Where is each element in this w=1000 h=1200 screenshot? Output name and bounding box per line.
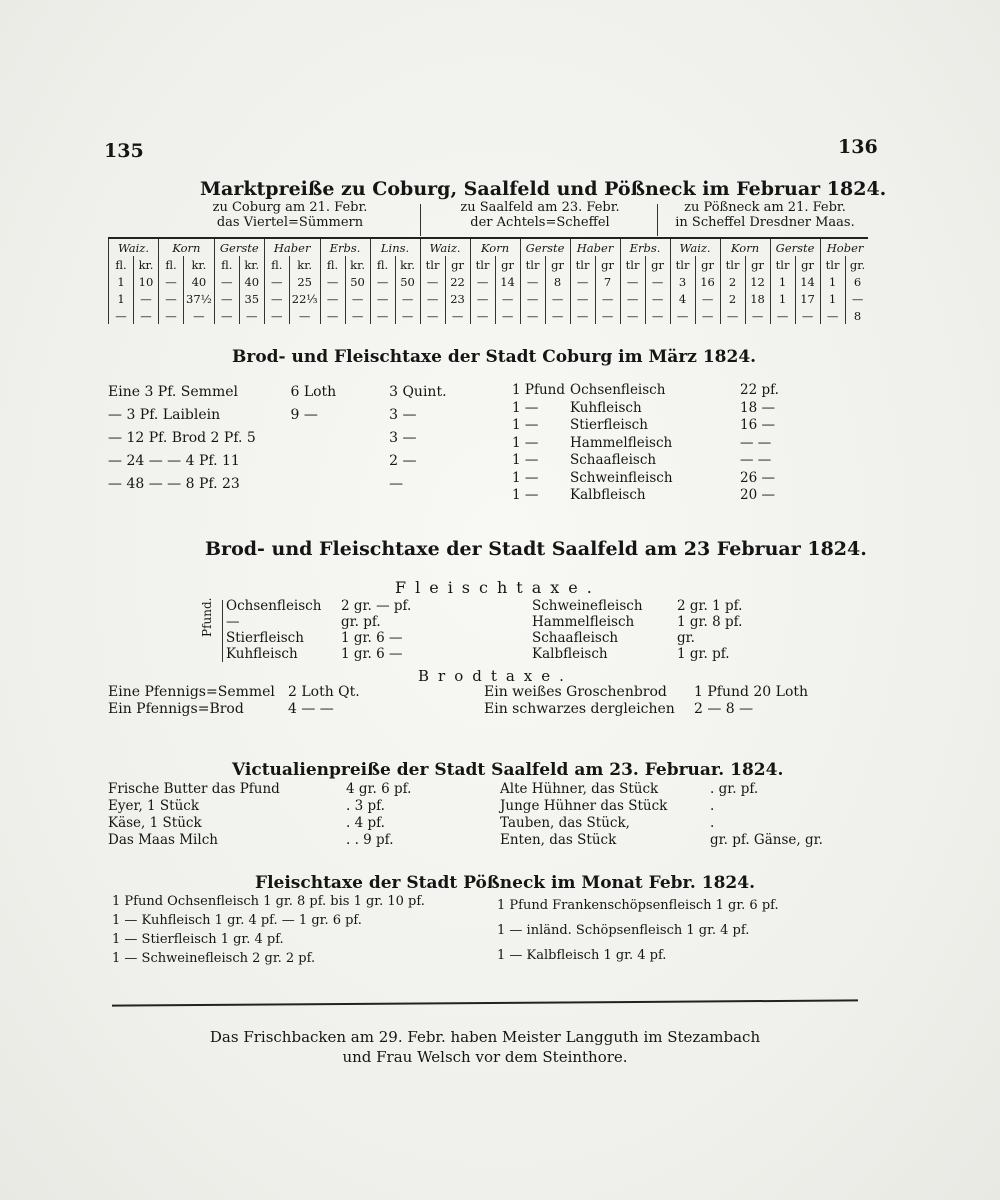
market-cell: —	[545, 290, 570, 307]
coburg-meat-row	[512, 417, 802, 435]
coburg-bread-row	[108, 407, 468, 430]
market-cell: —	[264, 290, 289, 307]
unit-header-25: gr	[745, 256, 770, 273]
market-cell: 40	[184, 273, 215, 290]
market-cell: —	[345, 290, 370, 307]
victualien-name: Frische Butter das Pfund	[108, 781, 280, 797]
market-cell: —	[370, 290, 395, 307]
meat-qty: 1 —	[512, 434, 539, 451]
poessneck-taxe-title: Fleischtaxe der Stadt Pößneck im Monat Febr. 1824.	[255, 873, 755, 893]
market-cell: —	[495, 290, 520, 307]
unit-header-18: tlr	[570, 256, 595, 273]
market-cell: 37½	[184, 290, 215, 307]
meat-name: Hammelfleisch	[570, 434, 673, 451]
footer-line-1: Das Frischbacken am 29. Febr. haben Meister Langguth im Stezambach	[209, 1028, 761, 1046]
market-cell: —	[720, 307, 745, 324]
market-cell: —	[620, 307, 645, 324]
coburg-meat-list	[512, 382, 802, 505]
grain-header-11: Waiz.	[670, 239, 720, 256]
meat-price: 16 —	[740, 417, 775, 433]
unit-header-14: tlr	[470, 256, 495, 273]
market-cell: —	[520, 290, 545, 307]
saalfeld-meat-price: 1 gr. 6 —	[341, 630, 403, 646]
market-cell: —	[795, 307, 820, 324]
market-cell: —	[620, 273, 645, 290]
bread-weight	[290, 476, 389, 499]
market-cell: —	[159, 290, 184, 307]
saalfeld-meat-row	[226, 630, 496, 646]
market-cell: 50	[395, 273, 420, 290]
market-cell: 18	[745, 290, 770, 307]
market-cell: —	[370, 273, 395, 290]
grain-header-0: Waiz.	[109, 239, 159, 256]
coburg-bread-row	[108, 384, 468, 407]
market-cell: —	[395, 290, 420, 307]
market-row-0	[109, 273, 870, 290]
victualien-name: Eyer, 1 Stück	[108, 798, 200, 814]
market-cell: —	[495, 307, 520, 324]
market-cell: —	[570, 273, 595, 290]
saalfeld-brod-price: 2 Loth Qt.	[288, 684, 360, 700]
bread-quint: 3 —	[389, 430, 417, 446]
unit-header-12: tlr	[420, 256, 445, 273]
grain-header-9: Haber	[570, 239, 620, 256]
saalfeld-meat-name: —	[226, 614, 240, 630]
coburg-bread-row	[108, 430, 468, 453]
market-cell: —	[570, 290, 595, 307]
unit-header-10: fl.	[370, 256, 395, 273]
saalfeld-meat-price: 2 gr. 1 pf.	[677, 598, 743, 614]
meat-name: Schweinfleisch	[570, 469, 673, 486]
market-cell: —	[520, 273, 545, 290]
market-cell: 12	[745, 273, 770, 290]
unit-header-22: tlr	[670, 256, 695, 273]
unit-header-11: kr.	[395, 256, 420, 273]
coburg-bread-list	[108, 384, 468, 499]
meat-price: 18 —	[740, 399, 775, 416]
group-coburg-line2: das Viertel=Sümmern	[216, 215, 364, 230]
meat-qty: 1 —	[512, 452, 539, 468]
bread-item: — 12 Pf. Brod 2 Pf. 5	[108, 430, 256, 446]
bread-quint: 3 Quint.	[389, 384, 447, 400]
market-cell: 1	[820, 290, 845, 307]
market-row-1	[109, 290, 870, 307]
saalfeld-meat-name: Kuhfleisch	[226, 646, 298, 662]
brodtaxe-heading: Brodtaxe.	[418, 667, 573, 685]
unit-header-17: gr	[545, 256, 570, 273]
market-cell: 14	[495, 273, 520, 290]
saalfeld-meat-row	[226, 646, 496, 662]
market-cell: —	[184, 307, 215, 324]
bread-item: — 48 — — 8 Pf. 23	[108, 476, 240, 492]
meat-price: — —	[740, 434, 772, 451]
bread-weight: 6 Loth	[290, 384, 337, 400]
saalfeld-brod-name: Ein Pfennigs=Brod	[108, 701, 244, 717]
market-row-2	[109, 307, 870, 324]
market-price-table	[108, 239, 870, 324]
saalfeld-meat-name: Stierfleisch	[226, 630, 304, 646]
saalfeld-meat-row	[532, 646, 812, 662]
footer-rule	[112, 999, 858, 1006]
victualien-row	[500, 798, 870, 815]
unit-header-23: gr	[695, 256, 720, 273]
meat-price: 26 —	[740, 469, 775, 486]
pfund-side-label: Pfund.	[200, 597, 214, 637]
victualien-row	[108, 815, 468, 832]
meat-price: 22 pf.	[740, 382, 779, 398]
market-cell: —	[420, 307, 445, 324]
group-poessneck-header	[660, 200, 870, 230]
unit-header-27: gr	[795, 256, 820, 273]
poessneck-line: 1 Pfund Frankenschöpsenfleisch 1 gr. 6 pf.	[497, 898, 779, 913]
meat-qty: 1 Pfund	[512, 382, 565, 398]
market-cell: 2	[720, 290, 745, 307]
page-number-right: 136	[838, 136, 878, 158]
meat-price: — —	[740, 452, 772, 468]
bread-item: — 3 Pf. Laiblein	[108, 407, 221, 423]
saalfeld-meat-row	[226, 598, 496, 614]
victualien-name: Enten, das Stück	[500, 832, 617, 848]
coburg-meat-row	[512, 382, 802, 400]
market-prices-title: Marktpreiße zu Coburg, Saalfeld und Pößneck im Februar 1824.	[200, 178, 887, 200]
grain-header-10: Erbs.	[620, 239, 670, 256]
market-cell: —	[445, 307, 470, 324]
grain-header-13: Gerste	[770, 239, 820, 256]
market-cell: —	[214, 290, 239, 307]
grain-header-2: Gerste	[214, 239, 264, 256]
grain-header-12: Korn	[720, 239, 770, 256]
market-cell: —	[570, 307, 595, 324]
saalfeld-meat-name: Ochsenfleisch	[226, 598, 322, 614]
saalfeld-meat-row	[532, 614, 812, 630]
group-saalfeld-header	[430, 200, 650, 230]
market-cell: 3	[670, 273, 695, 290]
unit-header-20: tlr	[620, 256, 645, 273]
market-cell: —	[239, 307, 264, 324]
group-divider-2	[657, 204, 658, 236]
unit-header-15: gr	[495, 256, 520, 273]
page-number-left: 135	[104, 140, 144, 162]
market-cell: 14	[795, 273, 820, 290]
market-cell: 50	[345, 273, 370, 290]
saalfeld-meat-row	[226, 614, 496, 630]
saalfeld-meat-row	[532, 598, 812, 614]
market-cell: —	[770, 307, 795, 324]
coburg-bread-row	[108, 476, 468, 499]
group-saalfeld-line1: zu Saalfeld am 23. Febr.	[460, 200, 620, 215]
victualien-row	[500, 781, 870, 798]
market-cell: 40	[239, 273, 264, 290]
unit-header-21: gr	[645, 256, 670, 273]
bread-weight	[290, 430, 389, 453]
market-cell: —	[620, 290, 645, 307]
saalfeld-meat-price: 1 gr. 8 pf.	[677, 614, 743, 630]
market-cell: 23	[445, 290, 470, 307]
saalfeld-brod-name: Ein weißes Groschenbrod	[484, 684, 667, 700]
unit-header-2: fl.	[159, 256, 184, 273]
meat-qty: 1 —	[512, 399, 539, 416]
unit-header-28: tlr	[820, 256, 845, 273]
market-cell: —	[470, 307, 495, 324]
victualien-price: gr. pf. Gänse, gr.	[710, 832, 823, 848]
poessneck-line: 1 — Kuhfleisch 1 gr. 4 pf. — 1 gr. 6 pf.	[112, 913, 362, 928]
meat-qty: 1 —	[512, 469, 539, 486]
market-cell: —	[645, 307, 670, 324]
market-cell: 1	[109, 290, 134, 307]
market-cell: —	[670, 307, 695, 324]
victualien-price: . gr. pf.	[710, 781, 759, 797]
market-cell: —	[595, 307, 620, 324]
poessneck-right	[497, 898, 837, 973]
meat-qty: 1 —	[512, 417, 539, 433]
bread-quint: 3 —	[389, 407, 417, 423]
grain-header-14: Hober	[820, 239, 870, 256]
group-coburg-header	[150, 200, 430, 230]
saalfeld-brod-row	[108, 701, 408, 718]
poessneck-line: 1 — Kalbfleisch 1 gr. 4 pf.	[497, 948, 667, 963]
victualien-row	[108, 832, 468, 849]
saalfeld-meat-price: 1 gr. pf.	[677, 646, 730, 662]
unit-header-24: tlr	[720, 256, 745, 273]
saalfeld-meat-right	[532, 598, 812, 662]
unit-header-row	[109, 256, 870, 273]
coburg-meat-row	[512, 400, 802, 418]
saalfeld-brod-price: 4 — —	[288, 701, 334, 717]
grain-header-8: Gerste	[520, 239, 570, 256]
coburg-meat-row	[512, 435, 802, 453]
bread-item: Eine 3 Pf. Semmel	[108, 384, 238, 400]
victualien-price: . . 9 pf.	[346, 832, 394, 848]
market-table	[108, 239, 870, 324]
victualien-price: .	[710, 798, 715, 814]
unit-header-4: fl.	[214, 256, 239, 273]
saalfeld-brod-price: 2 — 8 —	[694, 701, 754, 717]
market-cell: —	[214, 273, 239, 290]
market-cell: —	[820, 307, 845, 324]
victualien-name: Tauben, das Stück,	[500, 815, 630, 831]
market-cell: 22⅓	[289, 290, 320, 307]
market-cell: —	[159, 307, 184, 324]
market-cell: 1	[770, 290, 795, 307]
meat-name: Stierfleisch	[570, 417, 648, 433]
victualien-left	[108, 781, 468, 849]
saalfeld-brod-name: Eine Pfennigs=Semmel	[108, 684, 275, 700]
coburg-meat-row	[512, 470, 802, 488]
meat-name: Kalbfleisch	[570, 487, 646, 503]
saalfeld-meat-name: Hammelfleisch	[532, 614, 635, 630]
grain-header-5: Lins.	[370, 239, 420, 256]
saalfeld-meat-name: Schweinefleisch	[532, 598, 643, 614]
victualien-row	[108, 781, 468, 798]
victualien-row	[500, 815, 870, 832]
bread-weight: 9 —	[290, 407, 318, 423]
market-cell: 4	[670, 290, 695, 307]
victualien-row	[108, 798, 468, 815]
victualien-price: . 4 pf.	[346, 815, 385, 831]
market-cell: 17	[795, 290, 820, 307]
saalfeld-meat-price: 1 gr. 6 —	[341, 646, 403, 662]
saalfeld-bread-right	[484, 684, 824, 718]
saalfeld-brod-row	[484, 701, 824, 718]
market-cell: —	[134, 307, 159, 324]
saalfeld-meat-price: 2 gr. — pf.	[341, 598, 412, 614]
market-cell: —	[745, 307, 770, 324]
market-cell: —	[470, 290, 495, 307]
market-cell: 6	[845, 273, 870, 290]
bread-weight	[290, 453, 389, 476]
market-cell: 35	[239, 290, 264, 307]
unit-header-29: gr.	[845, 256, 870, 273]
market-cell: 16	[695, 273, 720, 290]
poessneck-left	[112, 894, 492, 970]
coburg-meat-row	[512, 487, 802, 505]
market-cell: —	[395, 307, 420, 324]
bread-quint: —	[389, 476, 404, 492]
victualien-price: 4 gr. 6 pf.	[346, 781, 412, 797]
unit-header-19: gr	[595, 256, 620, 273]
meat-price: 20 —	[740, 487, 775, 503]
saalfeld-meat-price: gr.	[677, 630, 695, 646]
market-cell: 1	[770, 273, 795, 290]
poessneck-line: 1 — Schweinefleisch 2 gr. 2 pf.	[112, 951, 316, 966]
saalfeld-meat-name: Schaafleisch	[532, 630, 619, 646]
saalfeld-meat-name: Kalbfleisch	[532, 646, 608, 662]
victualien-name: Das Maas Milch	[108, 832, 218, 848]
coburg-meat-row	[512, 452, 802, 470]
grain-header-row	[109, 239, 870, 256]
saalfeld-taxe-title: Brod- und Fleischtaxe der Stadt Saalfeld am 23 Februar 1824.	[205, 538, 867, 560]
market-cell: —	[695, 307, 720, 324]
market-cell: —	[695, 290, 720, 307]
grain-header-1: Korn	[159, 239, 215, 256]
market-cell: —	[520, 307, 545, 324]
unit-header-16: tlr	[520, 256, 545, 273]
unit-header-5: kr.	[239, 256, 264, 273]
market-cell: —	[420, 273, 445, 290]
saalfeld-meat-row	[532, 630, 812, 646]
bread-quint: 2 —	[389, 453, 417, 469]
grain-header-7: Korn	[470, 239, 520, 256]
saalfeld-brod-row	[108, 684, 408, 701]
market-cell: —	[214, 307, 239, 324]
footer-notice	[185, 1028, 785, 1066]
grain-header-6: Waiz.	[420, 239, 470, 256]
victualien-price: . 3 pf.	[346, 798, 385, 814]
coburg-taxe-title: Brod- und Fleischtaxe der Stadt Coburg im März 1824.	[232, 347, 757, 367]
saalfeld-brod-row	[484, 684, 824, 701]
fleischtaxe-heading: Fleischtaxe.	[395, 578, 601, 597]
victualien-name: Alte Hühner, das Stück	[500, 781, 659, 797]
unit-header-1: kr.	[134, 256, 159, 273]
market-cell: —	[345, 307, 370, 324]
grain-header-4: Erbs.	[320, 239, 370, 256]
market-cell: —	[645, 290, 670, 307]
unit-header-6: fl.	[264, 256, 289, 273]
market-cell: —	[645, 273, 670, 290]
unit-header-13: gr	[445, 256, 470, 273]
victualien-name: Junge Hühner das Stück	[500, 798, 668, 814]
saalfeld-meat-price: gr. pf.	[341, 614, 381, 630]
group-saalfeld-line2: der Achtels=Scheffel	[470, 215, 610, 230]
grain-header-3: Haber	[264, 239, 320, 256]
saalfeld-brod-price: 1 Pfund 20 Loth	[694, 684, 809, 700]
meat-qty: 1 —	[512, 487, 539, 503]
market-cell: 1	[820, 273, 845, 290]
unit-header-3: kr.	[184, 256, 215, 273]
market-cell: —	[320, 273, 345, 290]
victualien-name: Käse, 1 Stück	[108, 815, 202, 831]
market-cell: —	[289, 307, 320, 324]
saalfeld-bread-left	[108, 684, 408, 718]
market-cell: —	[845, 290, 870, 307]
market-cell: —	[370, 307, 395, 324]
meat-name: Schaafleisch	[570, 452, 657, 468]
market-cell: —	[264, 273, 289, 290]
unit-header-7: kr.	[289, 256, 320, 273]
market-cell: —	[420, 290, 445, 307]
market-cell: —	[595, 290, 620, 307]
group-coburg-line1: zu Coburg am 21. Febr.	[212, 200, 368, 215]
market-cell: 10	[134, 273, 159, 290]
market-cell: 22	[445, 273, 470, 290]
victualien-title: Victualienpreiße der Stadt Saalfeld am 23. Februar. 1824.	[232, 760, 784, 780]
market-cell: 7	[595, 273, 620, 290]
pfund-bracket	[222, 600, 223, 662]
saalfeld-brod-name: Ein schwarzes dergleichen	[484, 701, 675, 717]
market-cell: —	[109, 307, 134, 324]
coburg-bread-row	[108, 453, 468, 476]
market-cell: 25	[289, 273, 320, 290]
victualien-right	[500, 781, 870, 849]
market-cell: —	[159, 273, 184, 290]
market-cell: —	[320, 307, 345, 324]
saalfeld-meat-left	[226, 598, 496, 662]
meat-name: Kuhfleisch	[570, 399, 642, 416]
group-divider-1	[420, 204, 421, 236]
bread-item: — 24 — — 4 Pf. 11	[108, 453, 240, 469]
group-poessneck-line1: zu Pößneck am 21. Febr.	[684, 200, 846, 215]
market-cell: —	[545, 307, 570, 324]
victualien-row	[500, 832, 870, 849]
market-cell: —	[320, 290, 345, 307]
market-cell: 8	[845, 307, 870, 324]
footer-line-2: und Frau Welsch vor dem Steinthore.	[342, 1048, 628, 1066]
market-cell: —	[470, 273, 495, 290]
poessneck-line: 1 — inländ. Schöpsenfleisch 1 gr. 4 pf.	[497, 923, 750, 938]
meat-name: Ochsenfleisch	[570, 382, 666, 398]
unit-header-0: fl.	[109, 256, 134, 273]
market-cell: 1	[109, 273, 134, 290]
poessneck-line: 1 Pfund Ochsenfleisch 1 gr. 8 pf. bis 1 gr. 10 pf.	[112, 894, 425, 909]
unit-header-26: tlr	[770, 256, 795, 273]
market-cell: 8	[545, 273, 570, 290]
market-cell: —	[134, 290, 159, 307]
market-cell: —	[264, 307, 289, 324]
victualien-price: .	[710, 815, 715, 831]
unit-header-8: fl.	[320, 256, 345, 273]
unit-header-9: kr.	[345, 256, 370, 273]
poessneck-line: 1 — Stierfleisch 1 gr. 4 pf.	[112, 932, 284, 947]
market-cell: 2	[720, 273, 745, 290]
group-poessneck-line2: in Scheffel Dresdner Maas.	[675, 215, 855, 230]
